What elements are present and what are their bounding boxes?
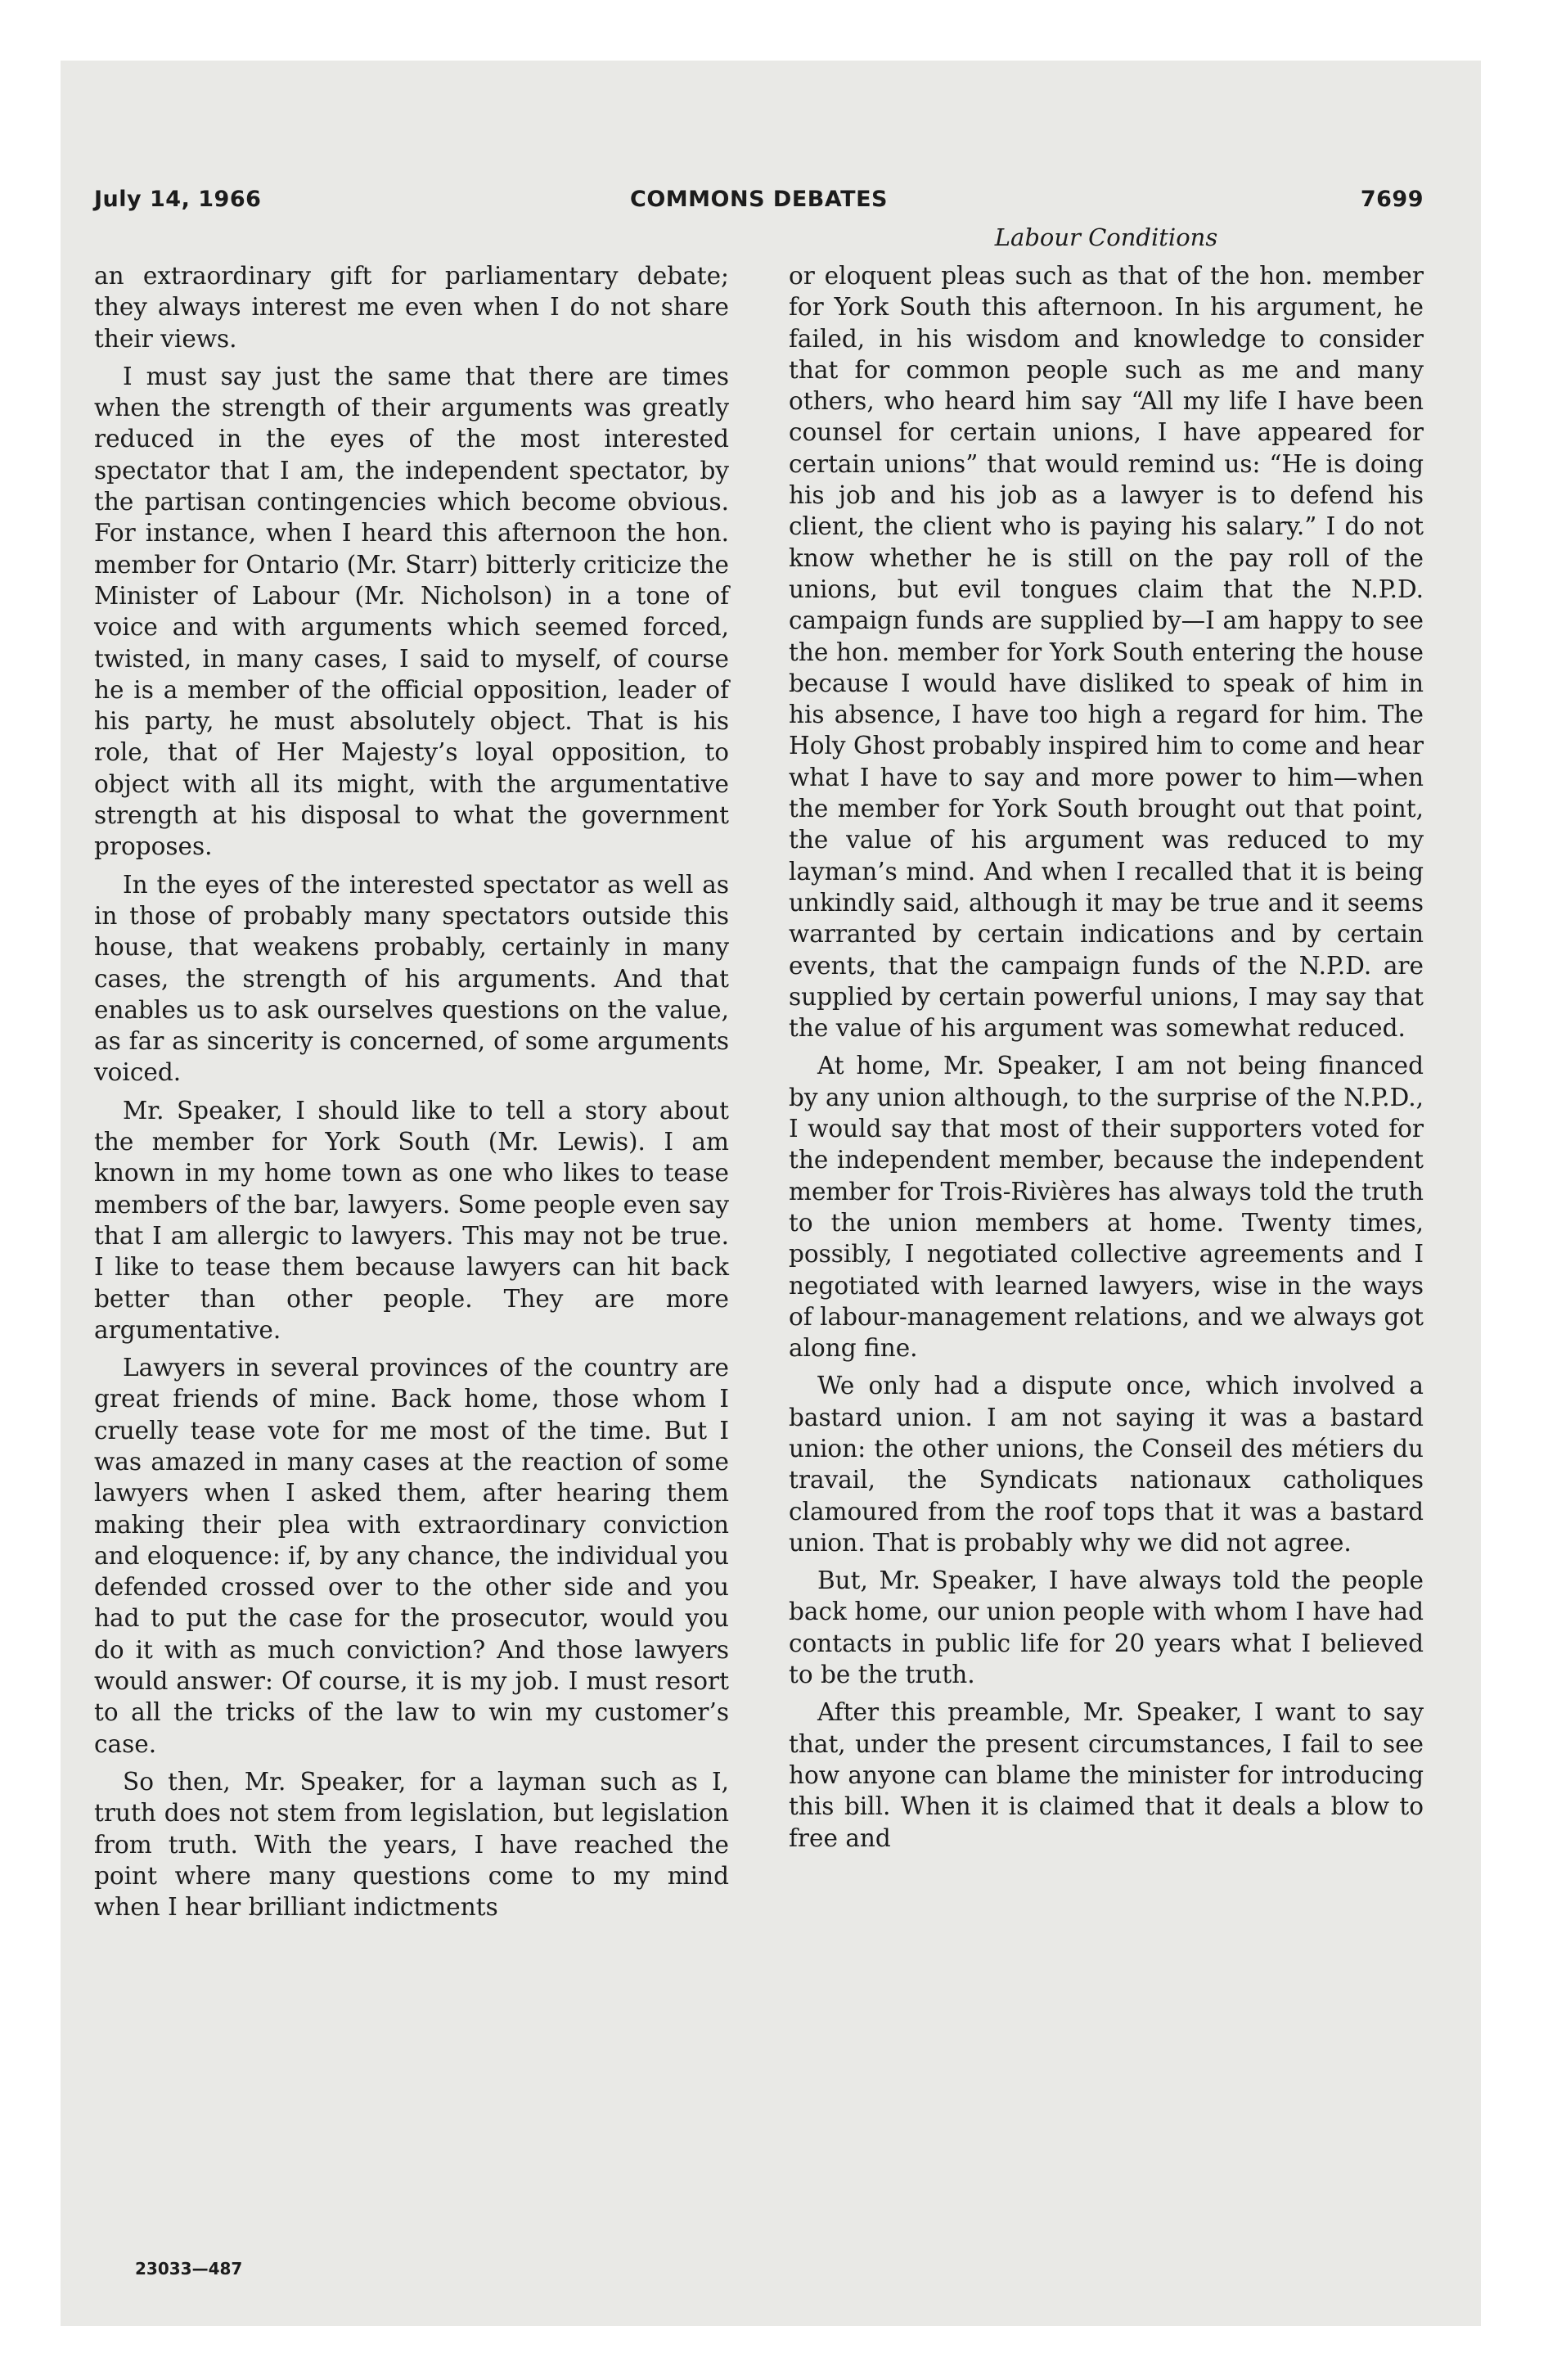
paragraph: Mr. Speaker, I should like to tell a story about the member for York South (Mr. Lewis). I am known in my home town as one who likes to tease members of the bar, lawyers. Some people even say that I am allergic to lawyers. This may not be true. I like to tease them because lawyers can hit back better than other people. They are more argumentative. [94, 1096, 729, 1344]
paragraph: In the eyes of the interested spectator as well as in those of probably many spectators outside this house, that weakens probably, certainly in many cases, the strength of his arguments. And that enables us to ask ourselves questions on the value, as far as sincerity is concerned, of some arguments voiced. [94, 870, 729, 1087]
right-column [789, 260, 1424, 1860]
left-column [94, 260, 729, 1929]
paragraph: At home, Mr. Speaker, I am not being financed by any union although, to the surprise of the N.P.D., I would say that most of their supporters voted for the independent member, because the independent member for Trois-Rivières has always told the truth to the union members at home. Twenty times, possibly, I negotiated collective agreements and I negotiated with learned lawyers, wise in the ways of labour-management relations, and we always got along fine. [789, 1052, 1424, 1363]
paragraph: After this preamble, Mr. Speaker, I want to say that, under the present circumstances, I fail to see how anyone can blame the minister for introducing this bill. When it is claimed that it deals a blow to free and [789, 1698, 1424, 1852]
paragraph: We only had a dispute once, which involved a bastard union. I am not saying it was a bastard union: the other unions, the Conseil des métiers du travail, the Syndicats nationaux catholiques clamoured from the roof tops that it was a bastard union. That is probably why we did not agree. [789, 1372, 1424, 1557]
header-publication: COMMONS DEBATES [630, 187, 888, 212]
column-subject-heading: Labour Conditions [994, 223, 1218, 251]
paragraph: Lawyers in several provinces of the country are great friends of mine. Back home, those whom I cruelly tease vote for me most of the time. But I was amazed in many cases at the reaction of some lawyers when I asked them, after hearing them making their plea with extraordinary conviction and eloquence: if, by any chance, the individual you defended crossed over to the other side and you had to put the case for the prosecutor, would you do it with as much conviction? And those lawyers would answer: Of course, it is my job. I must resort to all the tricks of the law to win my customer’s case. [94, 1354, 729, 1758]
print-code: 23033—487 [135, 2259, 243, 2279]
header-date: July 14, 1966 [94, 187, 262, 212]
paragraph: an extraordinary gift for parliamentary debate; they always interest me even when I do not share their views. [94, 262, 729, 353]
paragraph: I must say just the same that there are times when the strength of their arguments was greatly reduced in the eyes of the most interested spectator that I am, the independent spectator, by the partisan contingencies which become obvious. For instance, when I heard this afternoon the hon. member for Ontario (Mr. Starr) bitterly criticize the Minister of Labour (Mr. Nicholson) in a tone of voice and with arguments which seemed forced, twisted, in many cases, I said to myself, of course he is a member of the official opposition, leader of his party, he must absolutely object. That is his role, that of Her Majesty’s loyal opposition, to object with all its might, with the argumentative strength at his disposal to what the government proposes. [94, 362, 729, 861]
paragraph: But, Mr. Speaker, I have always told the people back home, our union people with whom I have had contacts in public life for 20 years what I believed to be the truth. [789, 1566, 1424, 1689]
paragraph: So then, Mr. Speaker, for a layman such as I, truth does not stem from legislation, but legislation from truth. With the years, I have reached the point where many questions come to my mind when I hear brilliant indictments [94, 1767, 729, 1922]
paragraph: or eloquent pleas such as that of the hon. member for York South this afternoon. In his argument, he failed, in his wisdom and knowledge to consider that for common people such as me and many others, who heard him say “All my life I have been counsel for certain unions, I have appeared for certain unions” that would remind us: “He is doing his job and his job as a lawyer is to defend his client, the client who is paying his salary.” I do not know whether he is still on the pay roll of the unions, but evil tongues claim that the N.P.D. campaign funds are supplied by—I am happy to see the hon. member for York South entering the house because I would have disliked to speak of him in his absence, I have too high a regard for him. The Holy Ghost probably inspired him to come and hear what I have to say and more power to him—when the member for York South brought out that point, the value of his argument was reduced to my layman’s mind. And when I recalled that it is being unkindly said, although it may be true and it seems warranted by certain indications and by certain events, that the campaign funds of the N.P.D. are supplied by certain powerful unions, I may say that the value of his argument was somewhat reduced. [789, 262, 1424, 1043]
running-head [94, 187, 1424, 219]
header-page-number: 7699 [1360, 187, 1424, 212]
hansard-page [94, 187, 1424, 2282]
